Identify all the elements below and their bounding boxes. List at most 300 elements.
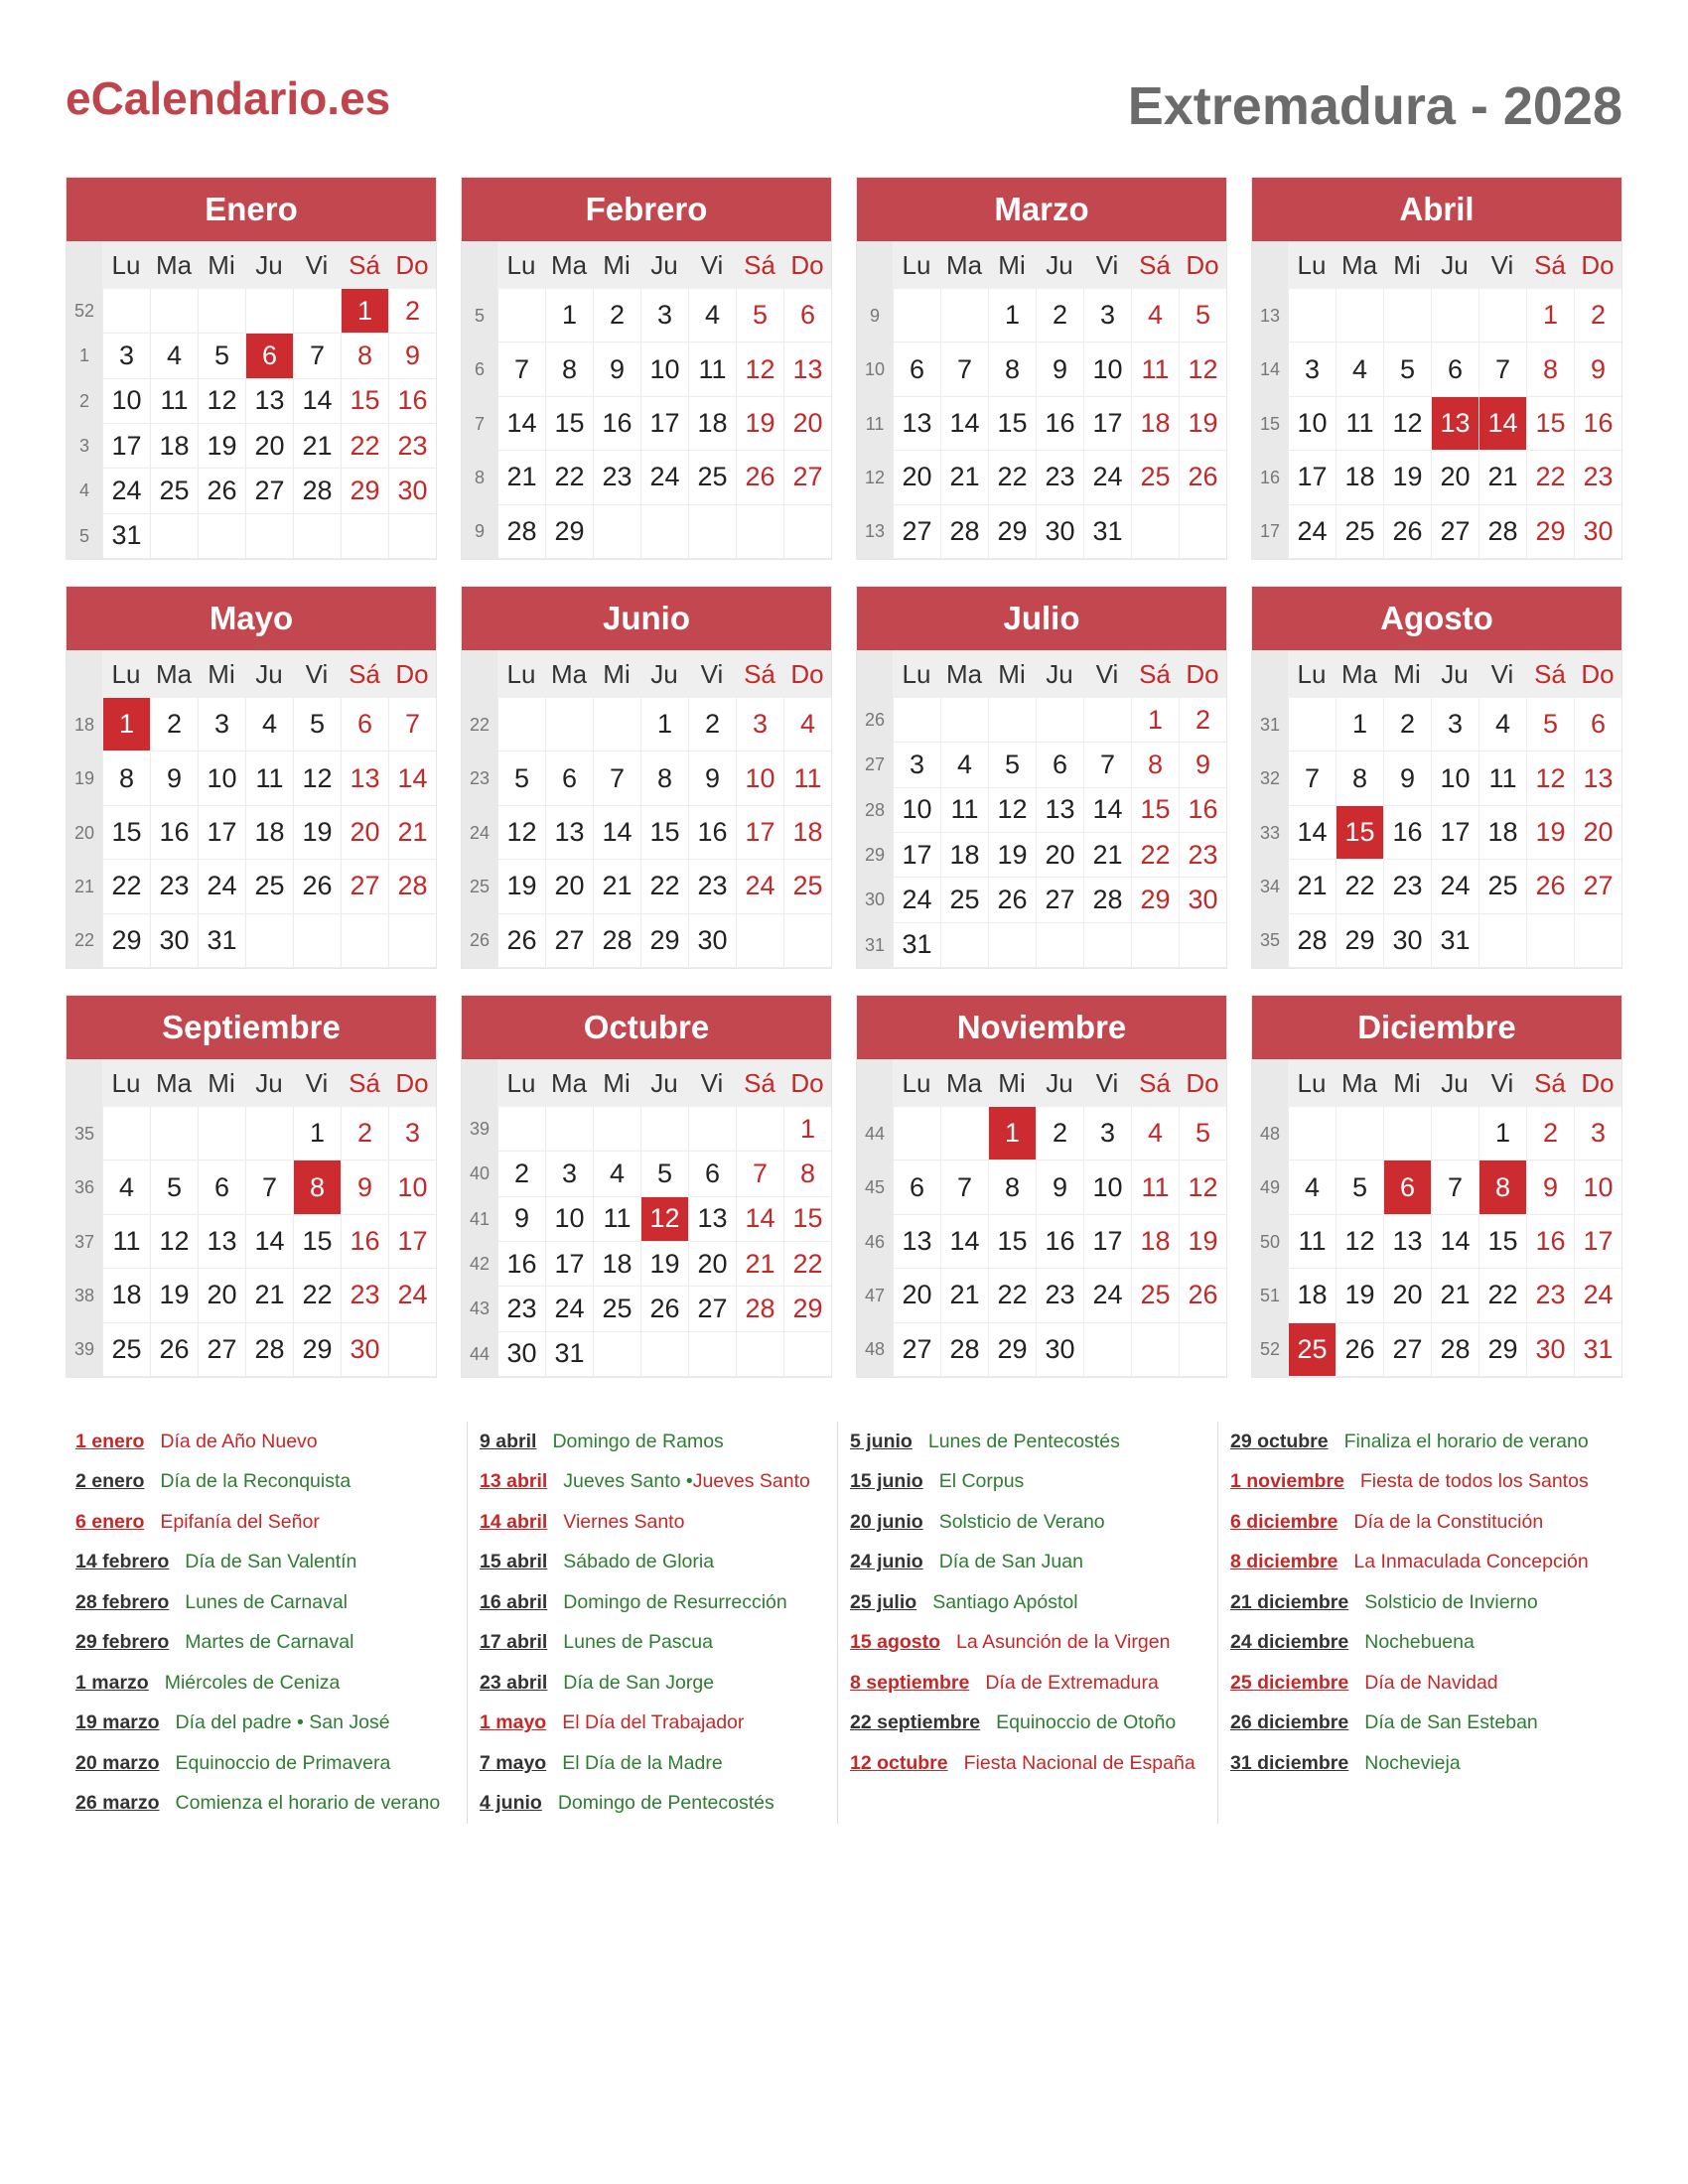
day-cell[interactable]: 27 [1036, 878, 1083, 922]
day-cell[interactable]: 10 [1083, 342, 1131, 396]
day-cell[interactable]: 3 [198, 698, 245, 751]
day-cell[interactable]: 19 [1179, 397, 1226, 451]
day-cell[interactable]: 29 [293, 1323, 341, 1377]
day-cell[interactable]: 31 [545, 1332, 593, 1377]
day-cell[interactable]: 3 [102, 334, 150, 378]
day-cell[interactable]: 6 [545, 751, 593, 805]
day-cell[interactable]: 5 [497, 751, 545, 805]
holiday-date[interactable]: 25 julio [850, 1590, 917, 1613]
day-cell[interactable]: 24 [545, 1287, 593, 1331]
day-cell[interactable]: 22 [783, 1242, 831, 1287]
day-cell[interactable]: 6 [1036, 743, 1083, 787]
day-cell[interactable]: 27 [893, 505, 940, 559]
day-cell[interactable]: 14 [1478, 397, 1526, 451]
day-cell[interactable]: 14 [940, 1215, 988, 1269]
day-cell[interactable]: 14 [1083, 788, 1131, 833]
holiday-date[interactable]: 4 junio [480, 1792, 542, 1815]
day-cell[interactable]: 22 [1526, 451, 1574, 504]
day-cell[interactable]: 21 [293, 424, 341, 469]
day-cell[interactable]: 18 [1131, 397, 1179, 451]
day-cell[interactable]: 22 [1336, 860, 1383, 913]
day-cell[interactable]: 14 [245, 1215, 293, 1269]
day-cell[interactable]: 4 [940, 743, 988, 787]
day-cell[interactable]: 28 [1431, 1323, 1478, 1377]
day-cell[interactable]: 5 [1179, 289, 1226, 342]
day-cell[interactable]: 24 [640, 451, 688, 504]
day-cell[interactable]: 11 [150, 379, 198, 424]
day-cell[interactable]: 12 [150, 1215, 198, 1269]
day-cell[interactable]: 30 [1036, 505, 1083, 559]
day-cell[interactable]: 24 [1574, 1269, 1621, 1322]
day-cell[interactable]: 20 [688, 1242, 736, 1287]
holiday-date[interactable]: 17 abril [480, 1631, 548, 1654]
day-cell[interactable]: 23 [341, 1269, 388, 1322]
day-cell[interactable]: 16 [388, 379, 436, 424]
day-cell[interactable]: 23 [688, 860, 736, 913]
day-cell[interactable]: 31 [198, 914, 245, 968]
day-cell[interactable]: 7 [1083, 743, 1131, 787]
day-cell[interactable]: 12 [1179, 342, 1226, 396]
day-cell[interactable]: 30 [341, 1323, 388, 1377]
day-cell[interactable]: 7 [940, 342, 988, 396]
day-cell[interactable]: 24 [388, 1269, 436, 1322]
day-cell[interactable]: 4 [1288, 1160, 1336, 1214]
day-cell[interactable]: 15 [783, 1197, 831, 1242]
day-cell[interactable]: 20 [198, 1269, 245, 1322]
day-cell[interactable]: 16 [341, 1215, 388, 1269]
day-cell[interactable]: 13 [688, 1197, 736, 1242]
day-cell[interactable]: 2 [497, 1152, 545, 1196]
day-cell[interactable]: 15 [1478, 1215, 1526, 1269]
day-cell[interactable]: 23 [1036, 1269, 1083, 1322]
day-cell[interactable]: 27 [245, 469, 293, 513]
day-cell[interactable]: 14 [293, 379, 341, 424]
day-cell[interactable]: 23 [497, 1287, 545, 1331]
day-cell[interactable]: 8 [102, 751, 150, 805]
day-cell[interactable]: 17 [545, 1242, 593, 1287]
day-cell[interactable]: 10 [198, 751, 245, 805]
day-cell[interactable]: 21 [940, 451, 988, 504]
day-cell[interactable]: 22 [640, 860, 688, 913]
holiday-date[interactable]: 15 junio [850, 1470, 923, 1493]
day-cell[interactable]: 30 [1179, 878, 1226, 922]
day-cell[interactable]: 11 [783, 751, 831, 805]
holiday-date[interactable]: 25 diciembre [1230, 1671, 1349, 1694]
day-cell[interactable]: 22 [341, 424, 388, 469]
day-cell[interactable]: 16 [1036, 1215, 1083, 1269]
day-cell[interactable]: 15 [640, 806, 688, 860]
day-cell[interactable]: 3 [1083, 1107, 1131, 1160]
day-cell[interactable]: 12 [1336, 1215, 1383, 1269]
day-cell[interactable]: 9 [1036, 342, 1083, 396]
day-cell[interactable]: 2 [1526, 1107, 1574, 1160]
holiday-date[interactable]: 13 abril [480, 1470, 548, 1493]
day-cell[interactable]: 2 [150, 698, 198, 751]
day-cell[interactable]: 8 [293, 1160, 341, 1214]
day-cell[interactable]: 6 [783, 289, 831, 342]
day-cell[interactable]: 21 [1431, 1269, 1478, 1322]
day-cell[interactable]: 27 [1383, 1323, 1431, 1377]
day-cell[interactable]: 31 [1431, 914, 1478, 968]
day-cell[interactable]: 17 [893, 833, 940, 878]
day-cell[interactable]: 12 [293, 751, 341, 805]
day-cell[interactable]: 31 [102, 514, 150, 559]
day-cell[interactable]: 5 [1383, 342, 1431, 396]
holiday-date[interactable]: 14 febrero [75, 1551, 170, 1573]
holiday-date[interactable]: 29 febrero [75, 1631, 170, 1654]
day-cell[interactable]: 2 [341, 1107, 388, 1160]
day-cell[interactable]: 12 [988, 788, 1036, 833]
day-cell[interactable]: 23 [1383, 860, 1431, 913]
day-cell[interactable]: 25 [1478, 860, 1526, 913]
day-cell[interactable]: 15 [988, 397, 1036, 451]
day-cell[interactable]: 23 [1574, 451, 1621, 504]
day-cell[interactable]: 16 [593, 397, 640, 451]
day-cell[interactable]: 16 [1383, 806, 1431, 860]
day-cell[interactable]: 4 [102, 1160, 150, 1214]
day-cell[interactable]: 3 [640, 289, 688, 342]
day-cell[interactable]: 9 [1036, 1160, 1083, 1214]
day-cell[interactable]: 10 [1431, 751, 1478, 805]
holiday-date[interactable]: 24 junio [850, 1551, 923, 1573]
day-cell[interactable]: 11 [688, 342, 736, 396]
day-cell[interactable]: 17 [1083, 397, 1131, 451]
day-cell[interactable]: 13 [198, 1215, 245, 1269]
day-cell[interactable]: 9 [1574, 342, 1621, 396]
day-cell[interactable]: 9 [388, 334, 436, 378]
day-cell[interactable]: 4 [688, 289, 736, 342]
day-cell[interactable]: 19 [198, 424, 245, 469]
day-cell[interactable]: 1 [1131, 698, 1179, 743]
day-cell[interactable]: 14 [736, 1197, 783, 1242]
day-cell[interactable]: 10 [1288, 397, 1336, 451]
day-cell[interactable]: 17 [640, 397, 688, 451]
day-cell[interactable]: 8 [783, 1152, 831, 1196]
day-cell[interactable]: 3 [893, 743, 940, 787]
day-cell[interactable]: 25 [1336, 505, 1383, 559]
day-cell[interactable]: 31 [1574, 1323, 1621, 1377]
day-cell[interactable]: 25 [102, 1323, 150, 1377]
day-cell[interactable]: 1 [341, 289, 388, 334]
day-cell[interactable]: 13 [1036, 788, 1083, 833]
holiday-date[interactable]: 1 mayo [480, 1711, 547, 1734]
day-cell[interactable]: 16 [1526, 1215, 1574, 1269]
holiday-date[interactable]: 29 octubre [1230, 1430, 1329, 1452]
day-cell[interactable]: 10 [640, 342, 688, 396]
holiday-date[interactable]: 22 septiembre [850, 1711, 981, 1734]
day-cell[interactable]: 12 [1179, 1160, 1226, 1214]
day-cell[interactable]: 8 [640, 751, 688, 805]
day-cell[interactable]: 22 [545, 451, 593, 504]
day-cell[interactable]: 26 [1336, 1323, 1383, 1377]
day-cell[interactable]: 1 [640, 698, 688, 751]
day-cell[interactable]: 10 [388, 1160, 436, 1214]
day-cell[interactable]: 5 [988, 743, 1036, 787]
day-cell[interactable]: 19 [1383, 451, 1431, 504]
day-cell[interactable]: 13 [1383, 1215, 1431, 1269]
day-cell[interactable]: 30 [1574, 505, 1621, 559]
day-cell[interactable]: 7 [293, 334, 341, 378]
day-cell[interactable]: 11 [245, 751, 293, 805]
day-cell[interactable]: 6 [245, 334, 293, 378]
day-cell[interactable]: 4 [593, 1152, 640, 1196]
day-cell[interactable]: 13 [893, 397, 940, 451]
day-cell[interactable]: 25 [1131, 1269, 1179, 1322]
day-cell[interactable]: 25 [150, 469, 198, 513]
day-cell[interactable]: 21 [497, 451, 545, 504]
day-cell[interactable]: 9 [1526, 1160, 1574, 1214]
day-cell[interactable]: 1 [988, 1107, 1036, 1160]
day-cell[interactable]: 5 [293, 698, 341, 751]
day-cell[interactable]: 19 [736, 397, 783, 451]
day-cell[interactable]: 2 [1574, 289, 1621, 342]
day-cell[interactable]: 23 [1179, 833, 1226, 878]
day-cell[interactable]: 4 [783, 698, 831, 751]
day-cell[interactable]: 21 [245, 1269, 293, 1322]
day-cell[interactable]: 17 [1288, 451, 1336, 504]
day-cell[interactable]: 21 [593, 860, 640, 913]
day-cell[interactable]: 26 [736, 451, 783, 504]
day-cell[interactable]: 3 [736, 698, 783, 751]
day-cell[interactable]: 19 [497, 860, 545, 913]
day-cell[interactable]: 27 [341, 860, 388, 913]
day-cell[interactable]: 14 [940, 397, 988, 451]
day-cell[interactable]: 4 [1336, 342, 1383, 396]
day-cell[interactable]: 18 [1131, 1215, 1179, 1269]
day-cell[interactable]: 8 [988, 342, 1036, 396]
day-cell[interactable]: 6 [1574, 698, 1621, 751]
holiday-date[interactable]: 5 junio [850, 1430, 913, 1452]
holiday-date[interactable]: 2 enero [75, 1470, 145, 1493]
day-cell[interactable]: 28 [1478, 505, 1526, 559]
day-cell[interactable]: 13 [1431, 397, 1478, 451]
day-cell[interactable]: 17 [198, 806, 245, 860]
day-cell[interactable]: 30 [388, 469, 436, 513]
day-cell[interactable]: 16 [497, 1242, 545, 1287]
day-cell[interactable]: 11 [102, 1215, 150, 1269]
day-cell[interactable]: 27 [1431, 505, 1478, 559]
day-cell[interactable]: 31 [893, 923, 940, 968]
day-cell[interactable]: 25 [783, 860, 831, 913]
day-cell[interactable]: 23 [593, 451, 640, 504]
holiday-date[interactable]: 26 marzo [75, 1792, 160, 1815]
day-cell[interactable]: 21 [1083, 833, 1131, 878]
day-cell[interactable]: 3 [1574, 1107, 1621, 1160]
day-cell[interactable]: 26 [1179, 451, 1226, 504]
day-cell[interactable]: 5 [1526, 698, 1574, 751]
day-cell[interactable]: 17 [102, 424, 150, 469]
day-cell[interactable]: 29 [545, 505, 593, 559]
day-cell[interactable]: 16 [150, 806, 198, 860]
day-cell[interactable]: 30 [688, 914, 736, 968]
day-cell[interactable]: 4 [1478, 698, 1526, 751]
day-cell[interactable]: 8 [988, 1160, 1036, 1214]
day-cell[interactable]: 10 [1083, 1160, 1131, 1214]
day-cell[interactable]: 26 [1179, 1269, 1226, 1322]
day-cell[interactable]: 28 [293, 469, 341, 513]
day-cell[interactable]: 1 [545, 289, 593, 342]
day-cell[interactable]: 7 [497, 342, 545, 396]
day-cell[interactable]: 23 [388, 424, 436, 469]
day-cell[interactable]: 27 [893, 1323, 940, 1377]
day-cell[interactable]: 15 [1336, 806, 1383, 860]
day-cell[interactable]: 19 [988, 833, 1036, 878]
day-cell[interactable]: 29 [640, 914, 688, 968]
day-cell[interactable]: 21 [940, 1269, 988, 1322]
day-cell[interactable]: 30 [497, 1332, 545, 1377]
day-cell[interactable]: 26 [1383, 505, 1431, 559]
day-cell[interactable]: 24 [1288, 505, 1336, 559]
day-cell[interactable]: 6 [1383, 1160, 1431, 1214]
day-cell[interactable]: 20 [1383, 1269, 1431, 1322]
day-cell[interactable]: 28 [497, 505, 545, 559]
day-cell[interactable]: 6 [198, 1160, 245, 1214]
day-cell[interactable]: 17 [1431, 806, 1478, 860]
day-cell[interactable]: 29 [1131, 878, 1179, 922]
day-cell[interactable]: 7 [940, 1160, 988, 1214]
day-cell[interactable]: 26 [293, 860, 341, 913]
day-cell[interactable]: 9 [150, 751, 198, 805]
holiday-date[interactable]: 6 enero [75, 1510, 145, 1533]
day-cell[interactable]: 15 [545, 397, 593, 451]
day-cell[interactable]: 11 [1478, 751, 1526, 805]
day-cell[interactable]: 18 [150, 424, 198, 469]
day-cell[interactable]: 13 [783, 342, 831, 396]
day-cell[interactable]: 10 [102, 379, 150, 424]
day-cell[interactable]: 22 [988, 451, 1036, 504]
day-cell[interactable]: 7 [736, 1152, 783, 1196]
day-cell[interactable]: 21 [1478, 451, 1526, 504]
day-cell[interactable]: 30 [1526, 1323, 1574, 1377]
day-cell[interactable]: 5 [198, 334, 245, 378]
day-cell[interactable]: 26 [198, 469, 245, 513]
day-cell[interactable]: 6 [893, 342, 940, 396]
day-cell[interactable]: 15 [1526, 397, 1574, 451]
day-cell[interactable]: 7 [1431, 1160, 1478, 1214]
day-cell[interactable]: 4 [150, 334, 198, 378]
day-cell[interactable]: 11 [1131, 1160, 1179, 1214]
day-cell[interactable]: 19 [1179, 1215, 1226, 1269]
day-cell[interactable]: 18 [1478, 806, 1526, 860]
holiday-date[interactable]: 19 marzo [75, 1711, 160, 1734]
day-cell[interactable]: 29 [988, 505, 1036, 559]
day-cell[interactable]: 5 [1179, 1107, 1226, 1160]
day-cell[interactable]: 19 [1336, 1269, 1383, 1322]
day-cell[interactable]: 21 [388, 806, 436, 860]
day-cell[interactable]: 29 [341, 469, 388, 513]
brand-logo[interactable]: eCalendario.es [66, 72, 391, 124]
day-cell[interactable]: 20 [783, 397, 831, 451]
day-cell[interactable]: 28 [736, 1287, 783, 1331]
day-cell[interactable]: 9 [593, 342, 640, 396]
day-cell[interactable]: 9 [1179, 743, 1226, 787]
day-cell[interactable]: 18 [1288, 1269, 1336, 1322]
holiday-date[interactable]: 7 mayo [480, 1751, 547, 1774]
day-cell[interactable]: 11 [593, 1197, 640, 1242]
day-cell[interactable]: 20 [893, 1269, 940, 1322]
day-cell[interactable]: 11 [1288, 1215, 1336, 1269]
day-cell[interactable]: 16 [688, 806, 736, 860]
day-cell[interactable]: 27 [198, 1323, 245, 1377]
day-cell[interactable]: 18 [940, 833, 988, 878]
day-cell[interactable]: 27 [688, 1287, 736, 1331]
day-cell[interactable]: 26 [150, 1323, 198, 1377]
day-cell[interactable]: 17 [736, 806, 783, 860]
holiday-date[interactable]: 15 agosto [850, 1631, 941, 1654]
day-cell[interactable]: 12 [640, 1197, 688, 1242]
day-cell[interactable]: 17 [1083, 1215, 1131, 1269]
day-cell[interactable]: 17 [1574, 1215, 1621, 1269]
day-cell[interactable]: 24 [1083, 1269, 1131, 1322]
day-cell[interactable]: 20 [1431, 451, 1478, 504]
day-cell[interactable]: 29 [1526, 505, 1574, 559]
day-cell[interactable]: 8 [341, 334, 388, 378]
day-cell[interactable]: 23 [1526, 1269, 1574, 1322]
holiday-date[interactable]: 20 junio [850, 1510, 923, 1533]
day-cell[interactable]: 4 [1131, 1107, 1179, 1160]
day-cell[interactable]: 3 [388, 1107, 436, 1160]
day-cell[interactable]: 12 [198, 379, 245, 424]
day-cell[interactable]: 13 [1574, 751, 1621, 805]
day-cell[interactable]: 29 [783, 1287, 831, 1331]
day-cell[interactable]: 7 [388, 698, 436, 751]
day-cell[interactable]: 3 [1288, 342, 1336, 396]
day-cell[interactable]: 14 [388, 751, 436, 805]
day-cell[interactable]: 29 [1336, 914, 1383, 968]
day-cell[interactable]: 14 [593, 806, 640, 860]
day-cell[interactable]: 24 [102, 469, 150, 513]
day-cell[interactable]: 28 [1083, 878, 1131, 922]
day-cell[interactable]: 1 [1526, 289, 1574, 342]
day-cell[interactable]: 20 [545, 860, 593, 913]
holiday-date[interactable]: 6 diciembre [1230, 1510, 1338, 1533]
holiday-date[interactable]: 26 diciembre [1230, 1711, 1349, 1734]
day-cell[interactable]: 24 [1431, 860, 1478, 913]
day-cell[interactable]: 27 [1574, 860, 1621, 913]
holiday-date[interactable]: 23 abril [480, 1671, 548, 1694]
day-cell[interactable]: 19 [293, 806, 341, 860]
day-cell[interactable]: 5 [1336, 1160, 1383, 1214]
day-cell[interactable]: 13 [545, 806, 593, 860]
day-cell[interactable]: 25 [940, 878, 988, 922]
day-cell[interactable]: 24 [198, 860, 245, 913]
day-cell[interactable]: 28 [940, 505, 988, 559]
day-cell[interactable]: 15 [293, 1215, 341, 1269]
day-cell[interactable]: 6 [1431, 342, 1478, 396]
day-cell[interactable]: 3 [1083, 289, 1131, 342]
day-cell[interactable]: 19 [1526, 806, 1574, 860]
day-cell[interactable]: 12 [736, 342, 783, 396]
day-cell[interactable]: 8 [1336, 751, 1383, 805]
day-cell[interactable]: 13 [245, 379, 293, 424]
day-cell[interactable]: 2 [1383, 698, 1431, 751]
day-cell[interactable]: 25 [1131, 451, 1179, 504]
day-cell[interactable]: 5 [640, 1152, 688, 1196]
day-cell[interactable]: 23 [1036, 451, 1083, 504]
day-cell[interactable]: 22 [293, 1269, 341, 1322]
day-cell[interactable]: 24 [893, 878, 940, 922]
day-cell[interactable]: 12 [1526, 751, 1574, 805]
holiday-date[interactable]: 28 febrero [75, 1590, 170, 1613]
day-cell[interactable]: 6 [341, 698, 388, 751]
day-cell[interactable]: 15 [102, 806, 150, 860]
day-cell[interactable]: 18 [688, 397, 736, 451]
day-cell[interactable]: 28 [940, 1323, 988, 1377]
day-cell[interactable]: 6 [688, 1152, 736, 1196]
day-cell[interactable]: 14 [1288, 806, 1336, 860]
day-cell[interactable]: 30 [150, 914, 198, 968]
day-cell[interactable]: 26 [1526, 860, 1574, 913]
